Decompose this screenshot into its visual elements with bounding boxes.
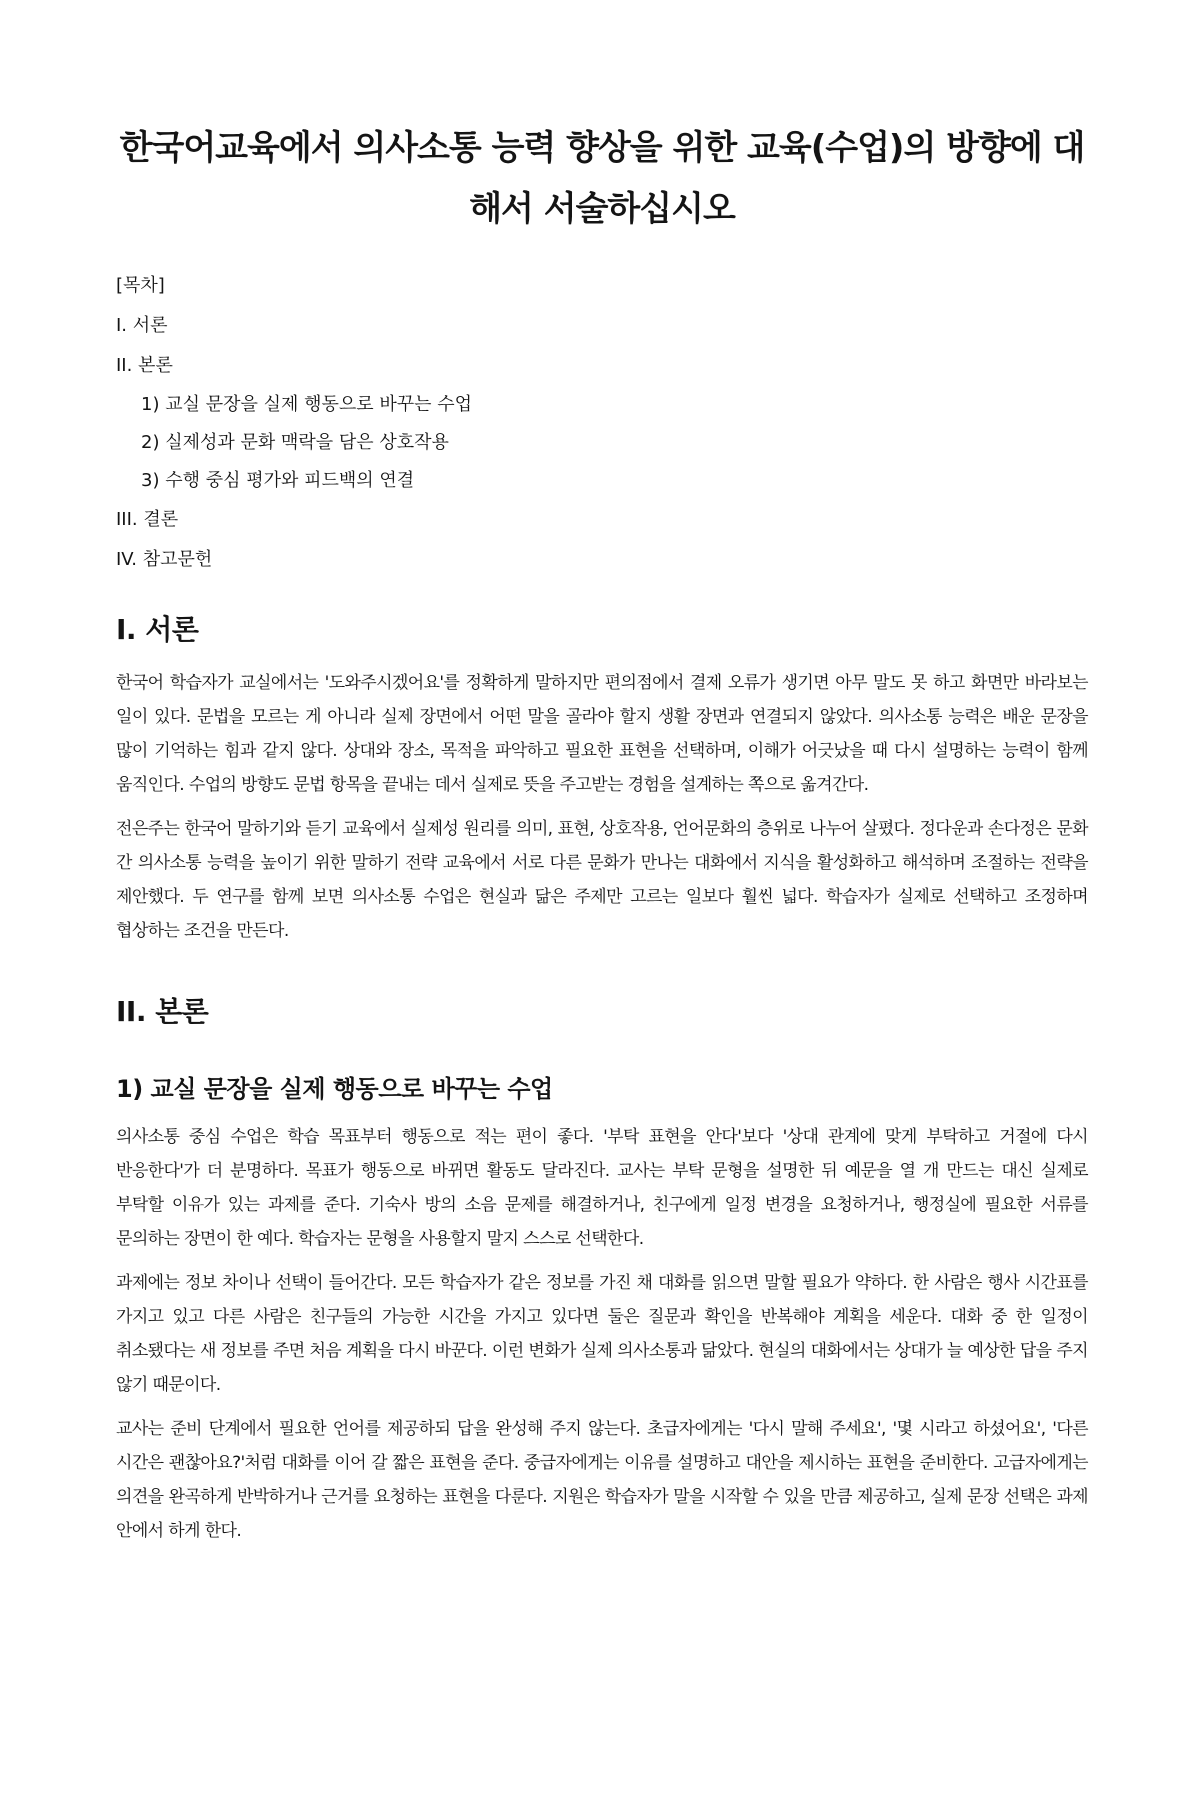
document-title: 한국어교육에서 의사소통 능력 향상을 위한 교육(수업)의 방향에 대해서 서술하십시오 (119, 128, 1085, 229)
section-heading-intro: I. 서론 (116, 613, 199, 646)
table-of-contents (116, 266, 1088, 580)
toc-item-references: IV. 참고문헌 (116, 549, 213, 570)
paragraph: 전은주는 한국어 말하기와 듣기 교육에서 실제성 원리를 의미, 표현, 상호작용, 언어문화의 층위로 나누어 살폈다. 정다운과 손다정은 문화 간 의사소통 능력을 높이기 위한 말하기 전략 교육에서 서로 다른 문화가 만나는 대화에서 지식을 활성화하고 해석하며 조절하는 전략을 제안했다. 두 연구를 함께 보면 의사소통 수업은 현실과 닮은 주제만 고르는 일보다 훨씬 넓다. 학습자가 실제로 선택하고 조정하며 협상하는 조건을 만든다. (116, 819, 1088, 941)
paragraph: 한국어 학습자가 교실에서는 '도와주시겠어요'를 정확하게 말하지만 편의점에서 결제 오류가 생기면 아무 말도 못 하고 화면만 바라보는 일이 있다. 문법을 모르는 게 아니라 실제 장면에서 어떤 말을 골라야 할지 생활 장면과 연결되지 않았다. 의사소통 능력은 배운 문장을 많이 기억하는 힘과 같지 않다. 상대와 장소, 목적을 파악하고 필요한 표현을 선택하며, 이해가 어긋났을 때 다시 설명하는 능력이 함께 움직인다. 수업의 방향도 문법 항목을 끝내는 데서 실제로 뜻을 주고받는 경험을 설계하는 쪽으로 옮겨간다. (116, 673, 1088, 795)
paragraph: 교사는 준비 단계에서 필요한 언어를 제공하되 답을 완성해 주지 않는다. 초급자에게는 '다시 말해 주세요', '몇 시라고 하셨어요', '다른 시간은 괜찮아요?'처럼 대화를 이어 갈 짧은 표현을 준다. 중급자에게는 이유를 설명하고 대안을 제시하는 표현을 준비한다. 고급자에게는 의견을 완곡하게 반박하거나 근거를 요청하는 표현을 다룬다. 지원은 학습자가 말을 시작할 수 있을 만큼 제공하고, 실제 문장 선택은 과제 안에서 하게 한다. (116, 1419, 1088, 1541)
paragraph: 과제에는 정보 차이나 선택이 들어간다. 모든 학습자가 같은 정보를 가진 채 대화를 읽으면 말할 필요가 약하다. 한 사람은 행사 시간표를 가지고 있고 다른 사람은 친구들의 가능한 시간을 가지고 있다면 둘은 질문과 확인을 반복해야 계획을 세운다. 대화 중 한 일정이 취소됐다는 새 정보를 주면 처음 계획을 다시 바꾼다. 이런 변화가 실제 의사소통과 닮았다. 현실의 대화에서는 상대가 늘 예상한 답을 주지 않기 때문이다. (116, 1273, 1088, 1395)
toc-item-body-2: 2) 실제성과 문화 맥락을 담은 상호작용 (141, 432, 449, 453)
toc-item-conclusion: III. 결론 (116, 509, 179, 530)
toc-item-body: II. 본론 (116, 355, 173, 376)
section-body (116, 992, 1088, 1548)
paragraph: 의사소통 중심 수업은 학습 목표부터 행동으로 적는 편이 좋다. '부탁 표현을 안다'보다 '상대 관계에 맞게 부탁하고 거절에 다시 반응한다'가 더 분명하다. 목표가 행동으로 바뀌면 활동도 달라진다. 교사는 부탁 문형을 설명한 뒤 예문을 열 개 만드는 대신 실제로 부탁할 이유가 있는 과제를 준다. 기숙사 방의 소음 문제를 해결하거나, 친구에게 일정 변경을 요청하거나, 행정실에 필요한 서류를 문의하는 장면이 한 예다. 학습자는 문형을 사용할지 말지 스스로 선택한다. (116, 1127, 1088, 1249)
toc-item-body-1: 1) 교실 문장을 실제 행동으로 바꾸는 수업 (141, 394, 473, 415)
toc-item-body-3: 3) 수행 중심 평가와 피드백의 연결 (141, 470, 415, 491)
subsection-heading-1: 1) 교실 문장을 실제 행동으로 바꾸는 수업 (116, 1075, 553, 1103)
document-page (0, 118, 1200, 1814)
section-heading-body: II. 본론 (116, 995, 209, 1028)
section-intro (116, 610, 1088, 948)
toc-item-intro: I. 서론 (116, 315, 168, 336)
toc-heading: [목차] (116, 275, 165, 296)
